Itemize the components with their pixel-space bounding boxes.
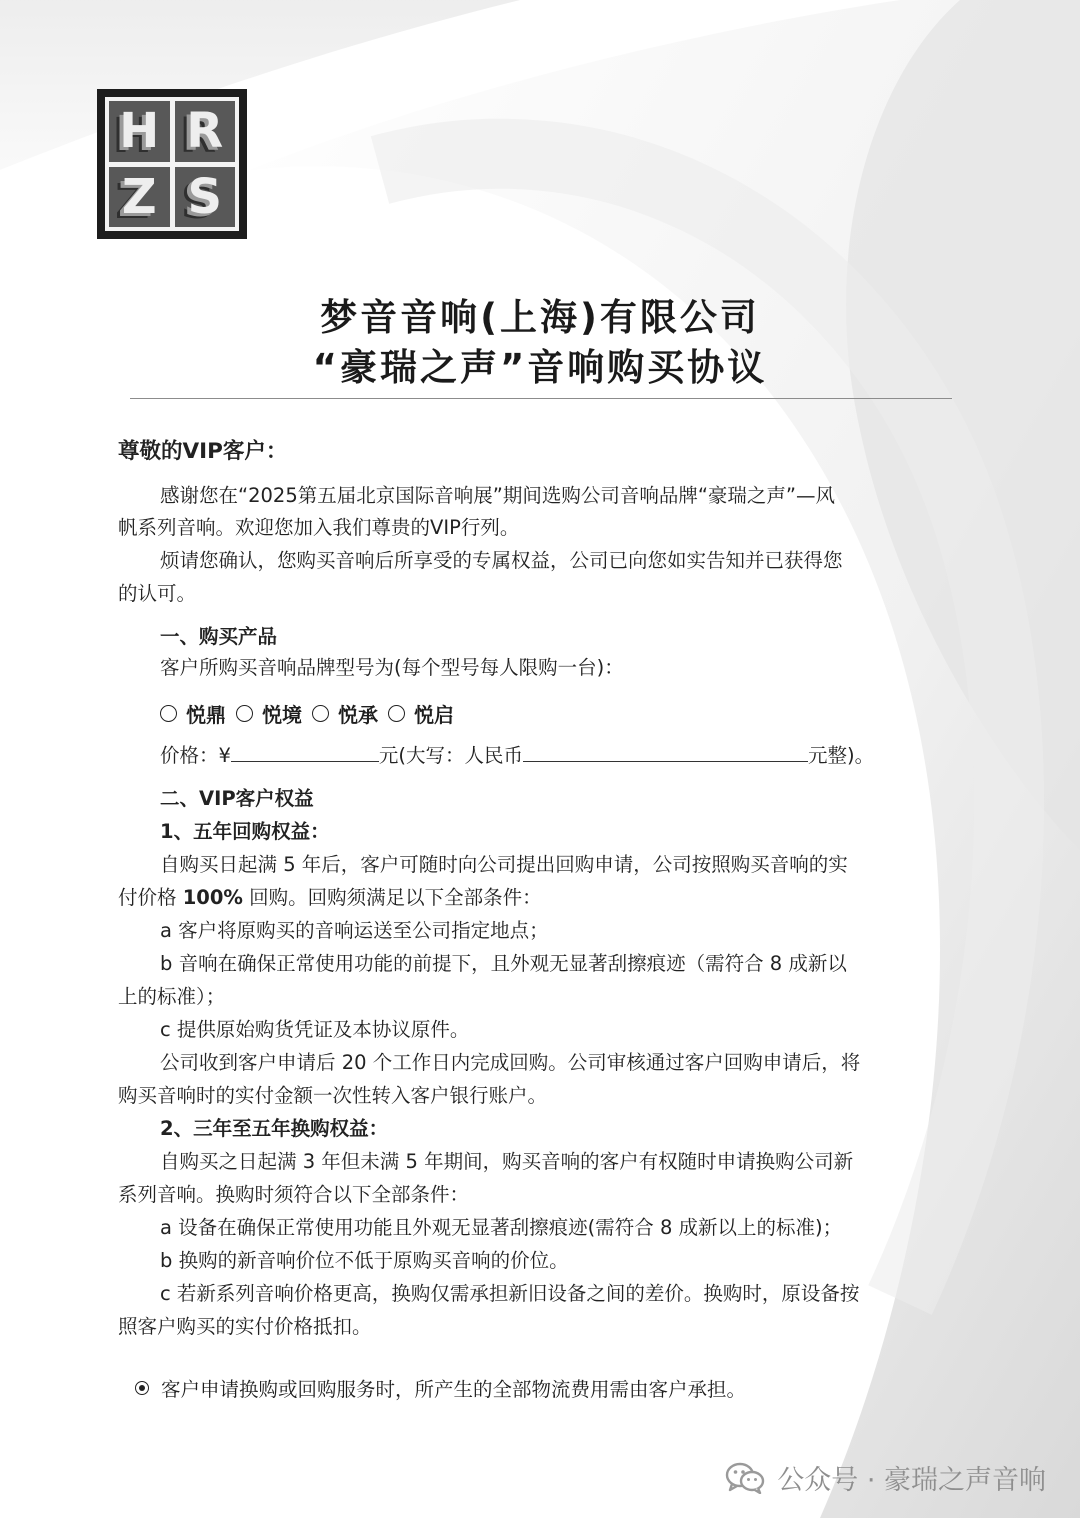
watermark-text: 公众号 · 豪瑞之声音响: [777, 1465, 1046, 1496]
intro-paragraph-line1: 感谢您在“2025第五届北京国际音响展”期间选购公司音响品牌“豪瑞之声”—风: [160, 484, 836, 507]
text-run: 回购。回购须满足以下全部条件：: [242, 886, 542, 909]
text-run: 付价格: [118, 886, 183, 909]
wechat-icon: [725, 1462, 765, 1494]
buyback-process-line1: 公司收到客户申请后 20 个工作日内完成回购。公司审核通过客户回购申请后，将: [160, 1051, 861, 1074]
bullet-icon: [135, 1381, 149, 1395]
note-text: 客户申请换购或回购服务时，所产生的全部物流费用需由客户承担。: [161, 1378, 747, 1401]
buyback-condition-b-line1: b 音响在确保正常使用功能的前提下，且外观无显著刮擦痕迹（需符合 8 成新以: [160, 952, 847, 975]
percent-value: 100%: [182, 886, 243, 909]
intro-paragraph-line2: 帆系列音响。欢迎您加入我们尊贵的VIP行列。: [118, 516, 520, 539]
buyback-condition-a: a 客户将原购买的音响运送至公司指定地点；: [160, 919, 549, 942]
section1-heading: 一、购买产品: [160, 625, 278, 648]
price-amount-blank[interactable]: [231, 742, 379, 762]
option-label: 悦启: [414, 703, 454, 727]
model-options: [160, 699, 464, 728]
price-end-label: 元整)。: [808, 744, 875, 767]
price-label: 价格：¥: [160, 744, 231, 767]
price-words-blank[interactable]: [523, 742, 808, 762]
option-label: 悦承: [338, 703, 378, 727]
buyback-process-line2: 购买音响时的实付金额一次性转入客户银行账户。: [118, 1084, 548, 1107]
greeting: 尊敬的VIP客户：: [118, 439, 288, 464]
exchange-heading: 2、三年至五年换购权益：: [160, 1117, 389, 1140]
exchange-condition-c-line1: c 若新系列音响价格更高，换购仅需承担新旧设备之间的差价。换购时，原设备按: [160, 1282, 860, 1305]
title-divider: [130, 398, 952, 399]
option-yueding[interactable]: [160, 699, 226, 728]
exchange-condition-a: a 设备在确保正常使用功能且外观无显著刮擦痕迹(需符合 8 成新以上的标准)；: [160, 1216, 843, 1239]
option-label: 悦鼎: [186, 703, 226, 727]
section2-heading: 二、VIP客户权益: [160, 787, 314, 810]
logo-letter-r: R: [186, 103, 224, 160]
confirm-paragraph-line2: 的认可。: [118, 582, 197, 605]
buyback-heading: 1、五年回购权益：: [160, 820, 330, 843]
agreement-title: “豪瑞之声”音响购买协议: [312, 346, 768, 389]
section1-text: 客户所购买音响品牌型号为(每个型号每人限购一台)：: [160, 656, 624, 679]
radio-circle-icon[interactable]: [160, 705, 177, 722]
price-line: [160, 742, 874, 768]
option-yuecheng[interactable]: [312, 699, 378, 728]
hrzs-logo: [97, 89, 247, 239]
radio-circle-icon[interactable]: [236, 705, 253, 722]
option-label: 悦境: [262, 703, 302, 727]
exchange-text-line2: 系列音响。换购时须符合以下全部条件：: [118, 1183, 470, 1206]
logistics-note: [135, 1374, 746, 1402]
exchange-text-line1: 自购买之日起满 3 年但未满 5 年期间，购买音响的客户有权随时申请换购公司新: [160, 1150, 854, 1173]
exchange-condition-b: b 换购的新音响价位不低于原购买音响的价位。: [160, 1249, 569, 1272]
buyback-text-line2: [118, 886, 542, 910]
option-yueqi[interactable]: [388, 699, 454, 728]
logo-letter-s: S: [187, 168, 223, 225]
logo-letter-z: Z: [121, 168, 157, 225]
buyback-condition-c: c 提供原始购货凭证及本协议原件。: [160, 1018, 470, 1041]
exchange-condition-c-line2: 照客户购买的实付价格抵扣。: [118, 1315, 372, 1338]
price-mid-label: 元(大写：人民币: [378, 744, 524, 767]
logo-letter-h: H: [119, 103, 160, 160]
radio-circle-icon[interactable]: [388, 705, 405, 722]
buyback-condition-b-line2: 上的标准）；: [118, 985, 226, 1008]
confirm-paragraph-line1: 烦请您确认，您购买音响后所享受的专属权益，公司已向您如实告知并已获得您: [160, 549, 843, 572]
watermark: [725, 1458, 1046, 1497]
radio-circle-icon[interactable]: [312, 705, 329, 722]
buyback-text-line1: 自购买日起满 5 年后，客户可随时向公司提出回购申请，公司按照购买音响的实: [160, 853, 848, 876]
company-title: 梦音音响(上海)有限公司: [320, 296, 760, 339]
option-yuejing[interactable]: [236, 699, 302, 728]
